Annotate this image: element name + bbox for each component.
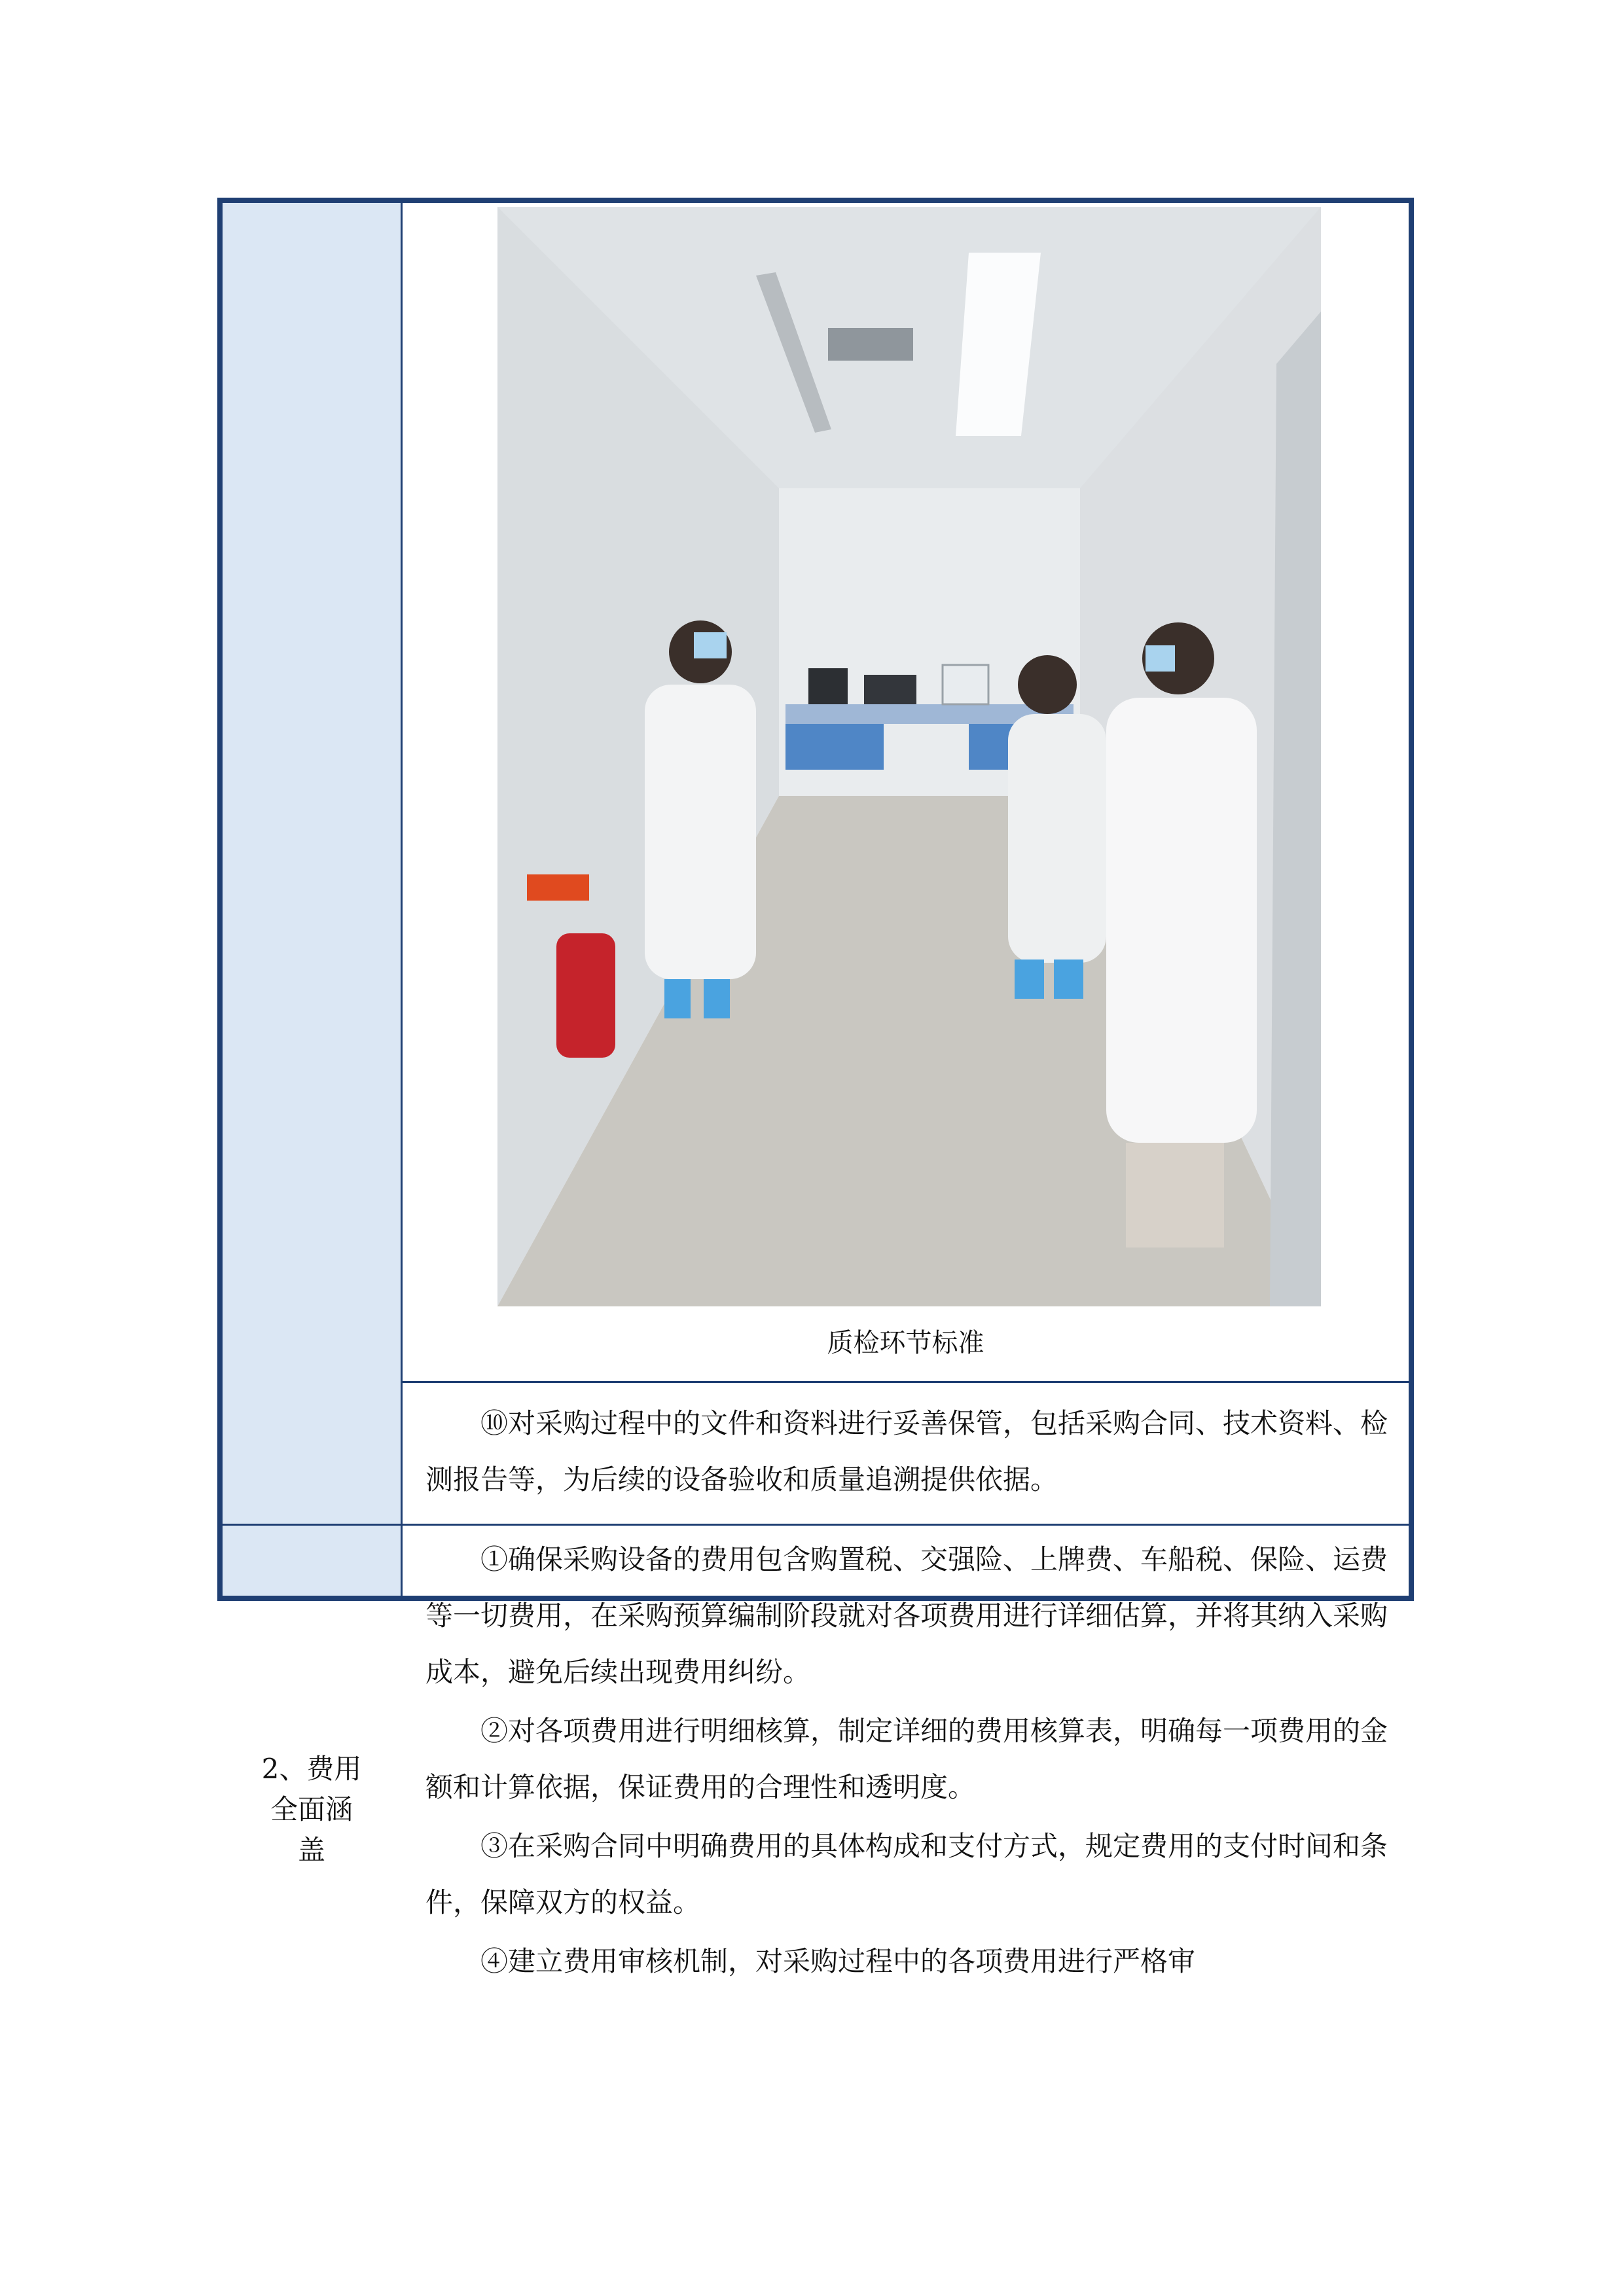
paragraph-2: ②对各项费用进行明细核算，制定详细的费用核算表，明确每一项费用的金额和计算依据，保证费用的合理性和透明度。 — [425, 1715, 1388, 1803]
content-table — [217, 198, 1414, 1977]
label-line-1: 2、费用 — [261, 1753, 362, 1785]
column-divider — [401, 203, 403, 1596]
label-line-2: 全面涵 — [270, 1793, 353, 1825]
lab-photo-icon — [497, 207, 1321, 1306]
row-label-fees — [223, 1749, 401, 1871]
paragraph-1: ①确保采购设备的费用包含购置税、交强险、上牌费、车船税、保险、运费等一切费用，在采购预算编制阶段就对各项费用进行详细估算，并将其纳入采购成本，避免后续出现费用纠纷。 — [425, 1543, 1388, 1688]
label-line-3: 盖 — [297, 1834, 325, 1866]
paragraph-4: ④建立费用审核机制，对采购过程中的各项费用进行严格审 — [480, 1945, 1196, 1977]
row-divider-fees — [223, 1524, 1409, 1526]
paragraph-3: ③在采购合同中明确费用的具体构成和支付方式，规定费用的支付时间和条件，保障双方的权益。 — [425, 1830, 1388, 1918]
row-divider-photo — [401, 1381, 1409, 1383]
lab-photo — [497, 207, 1321, 1306]
paragraph-10: ⑩对采购过程中的文件和资料进行妥善保管，包括采购合同、技术资料、检测报告等，为后续的设备验收和质量追溯提供依据。 — [425, 1407, 1388, 1496]
photo-caption: 质检环节标准 — [827, 1328, 984, 1358]
left-column — [223, 203, 401, 1596]
